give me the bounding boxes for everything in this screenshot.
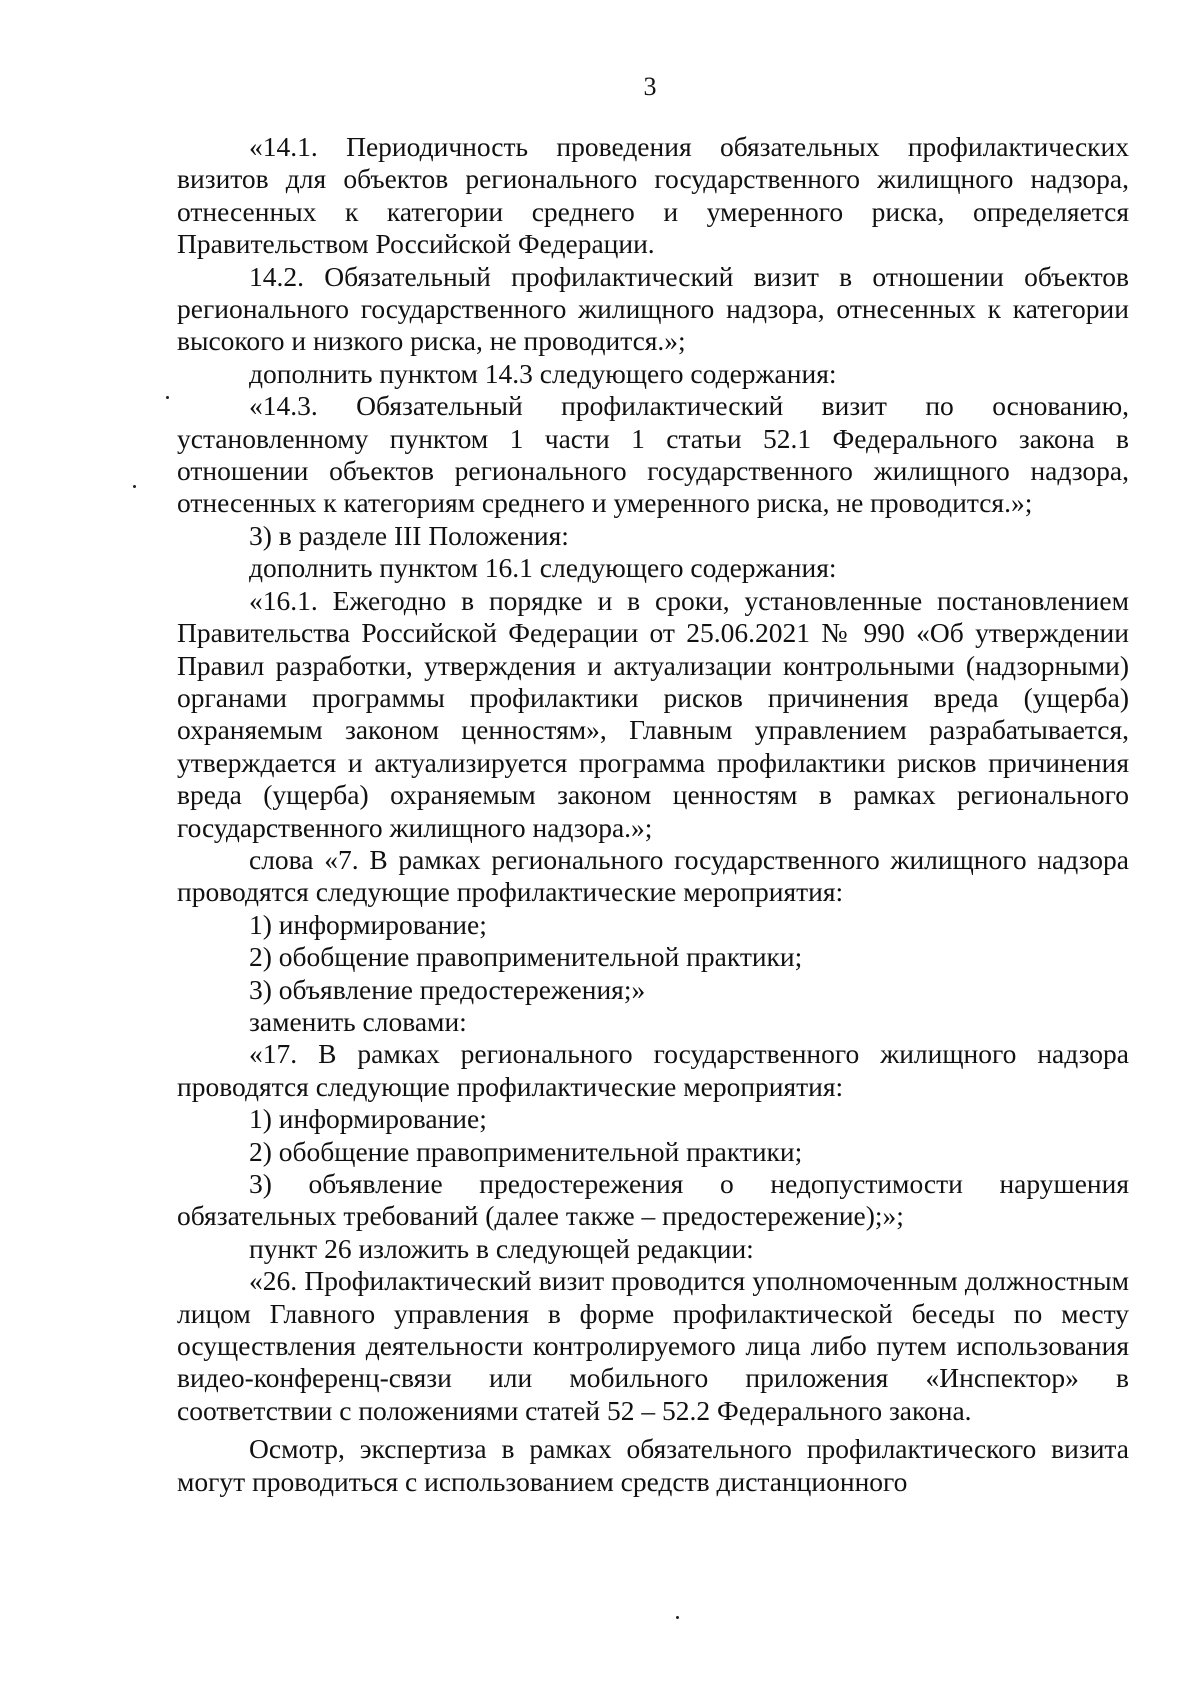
paragraph-14-3: «14.3. Обязательный профилактический визит по основанию, установленному пунктом 1 части 1 статьи 52.1 Федерального закона в отношении объектов регионального государственного жилищного надзора, отнесенных к категориям среднего и умеренного риска, не проводится.»; xyxy=(177,390,1129,519)
paragraph-section-3: 3) в разделе III Положения: xyxy=(249,519,569,551)
paragraph-14-1: «14.1. Периодичность проведения обязательных профилактических визитов для объектов регионального государственного жилищного надзора, отнесенных к категории среднего и умеренного риска, определяется Правительством Российской Федерации. xyxy=(177,131,1129,260)
page-number: 3 xyxy=(643,72,657,101)
paragraph-17: «17. В рамках регионального государственного жилищного надзора проводятся следующие профилактические мероприятия: xyxy=(177,1038,1129,1102)
paragraph-words-7: слова «7. В рамках регионального государственного жилищного надзора проводятся следующие профилактические мероприятия: xyxy=(177,843,1129,908)
paragraph-26: «26. Профилактический визит проводится уполномоченным должностным лицом Главного управления в форме профилактической беседы по месту осуществления деятельности контролируемого лица либо путем использования видео-конференц-связи или мобильного приложения «Инспектор» в соответствии с положениями статей 52 – 52.2 Федерального закона. xyxy=(177,1265,1129,1426)
list-item-practice-2: 2) обобщение правоприменительной практики; xyxy=(249,1135,803,1167)
paragraph-replace: заменить словами: xyxy=(249,1005,467,1037)
list-item-informing-2: 1) информирование; xyxy=(249,1103,487,1135)
paragraph-add-14-3: дополнить пунктом 14.3 следующего содержания: xyxy=(249,357,837,389)
list-item-warning-2: 3) объявление предостережения о недопустимости нарушения обязательных требований (далее также – предостережение);»; xyxy=(177,1168,1129,1232)
scan-artifact-dot xyxy=(676,1616,679,1619)
list-item-practice: 2) обобщение правоприменительной практики; xyxy=(249,941,803,973)
paragraph-14-2: 14.2. Обязательный профилактический визит в отношении объектов регионального государственного жилищного надзора, отнесенных к категории высокого и низкого риска, не проводится.»; xyxy=(177,260,1129,357)
paragraph-26-intro: пункт 26 изложить в следующей редакции: xyxy=(249,1232,754,1264)
list-item-informing: 1) информирование; xyxy=(249,908,487,940)
paragraph-inspection: Осмотр, экспертиза в рамках обязательного профилактического визита могут проводиться с использованием средств дистанционного xyxy=(177,1433,1129,1497)
document-body xyxy=(177,131,1129,1498)
scan-artifact-dot xyxy=(133,485,136,488)
paragraph-add-16-1: дополнить пунктом 16.1 следующего содержания: xyxy=(249,552,837,584)
list-item-warning: 3) объявление предостережения;» xyxy=(249,973,646,1005)
paragraph-16-1: «16.1. Ежегодно в порядке и в сроки, установленные постановлением Правительства Российской Федерации от 25.06.2021 № 990 «Об утверждении Правил разработки, утверждения и актуализации контрольными (надзорными) органами программы профилактики рисков причинения вреда (ущерба) охраняемым законом ценностям», Главным управлением разрабатывается, утверждается и актуализируется программа профилактики рисков причинения вреда (ущерба) охраняемым законом ценностям в рамках регионального государственного жилищного надзора.»; xyxy=(177,584,1129,843)
scan-artifact-dot xyxy=(166,396,169,399)
